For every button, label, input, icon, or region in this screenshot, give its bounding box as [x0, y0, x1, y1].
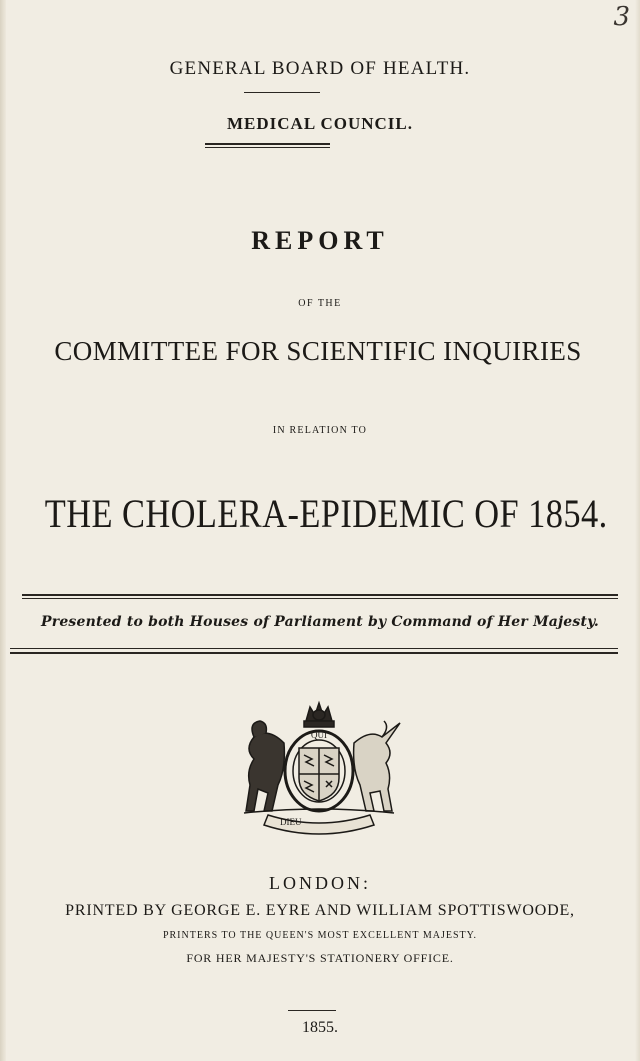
- of-the-text: OF THE: [298, 298, 342, 309]
- committee-title: COMMITTEE FOR SCIENTIFIC INQUIRIES: [54, 336, 582, 366]
- board-heading: GENERAL BOARD OF HEALTH.: [169, 58, 471, 79]
- report-title: REPORT: [251, 226, 389, 255]
- cholera-epidemic-title: THE CHOLERA-EPIDEMIC OF 1854.: [44, 491, 608, 536]
- imprint-printers-to: PRINTERS TO THE QUEEN'S MOST EXCELLENT MAJESTY.: [162, 930, 478, 941]
- double-rule-under-council: [205, 143, 330, 145]
- imprint-printed-by: PRINTED BY GEORGE E. EYRE AND WILLIAM SPOTTISWOODE,: [65, 902, 575, 919]
- rule-under-board: [244, 92, 320, 93]
- motto-ribbon-text: DIEU: [280, 817, 302, 827]
- presented-line: Presented to both Houses of Parliament by Command of Her Majesty.: [41, 614, 599, 630]
- handwritten-folio-mark: 3: [613, 2, 630, 32]
- rule-above-presented-thin: [22, 598, 618, 599]
- imprint-year: 1855.: [302, 1019, 338, 1036]
- rule-above-presented: [22, 594, 618, 596]
- rule-below-presented-thick: [10, 652, 618, 654]
- garter-motto-text: QUI: [311, 730, 327, 740]
- in-relation-to-text: IN RELATION TO: [272, 425, 368, 436]
- council-heading: MEDICAL COUNCIL.: [226, 114, 414, 133]
- rule-above-year: [288, 1010, 336, 1011]
- rule-below-presented: [10, 648, 618, 649]
- imprint-city: LONDON:: [269, 873, 371, 893]
- royal-coat-of-arms-icon: [224, 693, 414, 843]
- imprint-stationery-office: FOR HER MAJESTY'S STATIONERY OFFICE.: [186, 951, 454, 965]
- double-rule-under-council-lower: [205, 147, 330, 148]
